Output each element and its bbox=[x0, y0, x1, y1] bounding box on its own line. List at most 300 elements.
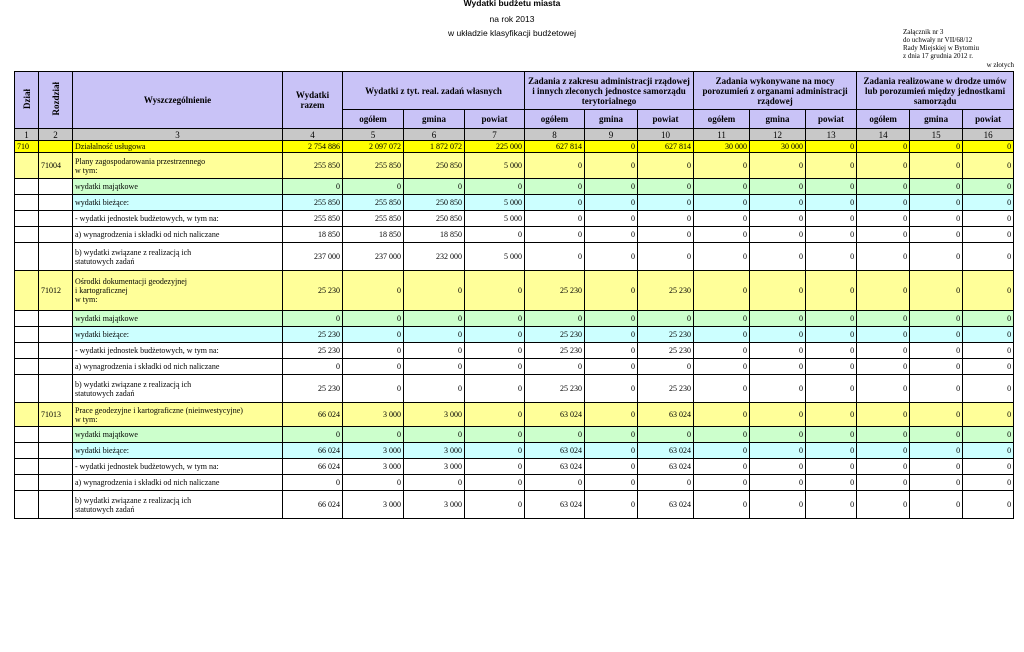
cell-value: 0 bbox=[910, 271, 963, 311]
cell-value: 0 bbox=[963, 327, 1014, 343]
cell-value: 18 850 bbox=[343, 227, 404, 243]
cell-description: Plany zagospodarowania przestrzennego w tym: bbox=[73, 153, 283, 179]
cell-value: 0 bbox=[404, 359, 465, 375]
cell-rozdzial bbox=[39, 211, 73, 227]
cell-value: 0 bbox=[343, 343, 404, 359]
cell-description: a) wynagrodzenia i składki od nich naliczane bbox=[73, 227, 283, 243]
cell-value: 25 230 bbox=[638, 343, 694, 359]
cell-rozdzial bbox=[39, 141, 73, 153]
cell-value: 0 bbox=[585, 243, 638, 271]
cell-value: 0 bbox=[857, 153, 910, 179]
cell-dzial bbox=[15, 153, 39, 179]
cell-value: 0 bbox=[585, 475, 638, 491]
cell-dzial bbox=[15, 403, 39, 427]
cell-value: 0 bbox=[404, 327, 465, 343]
cell-value: 63 024 bbox=[638, 459, 694, 475]
cell-value: 255 850 bbox=[283, 195, 343, 211]
cell-value: 63 024 bbox=[638, 403, 694, 427]
cell-value: 25 230 bbox=[638, 327, 694, 343]
cell-rozdzial bbox=[39, 227, 73, 243]
cell-value: 0 bbox=[963, 243, 1014, 271]
cell-rozdzial bbox=[39, 427, 73, 443]
cell-description: b) wydatki związane z realizacją ich statutowych zadań bbox=[73, 243, 283, 271]
header-dzial: Dział bbox=[15, 72, 39, 129]
cell-value: 66 024 bbox=[283, 491, 343, 519]
cell-rozdzial bbox=[39, 359, 73, 375]
cell-rozdzial bbox=[39, 243, 73, 271]
cell-dzial bbox=[15, 475, 39, 491]
cell-value: 255 850 bbox=[343, 211, 404, 227]
cell-value: 0 bbox=[750, 153, 806, 179]
cell-value: 63 024 bbox=[525, 491, 585, 519]
cell-value: 0 bbox=[857, 141, 910, 153]
cell-value: 0 bbox=[638, 475, 694, 491]
cell-value: 0 bbox=[525, 311, 585, 327]
cell-value: 0 bbox=[806, 243, 857, 271]
cell-value: 0 bbox=[404, 271, 465, 311]
cell-value: 0 bbox=[465, 491, 525, 519]
cell-value: 255 850 bbox=[283, 211, 343, 227]
cell-value: 0 bbox=[638, 179, 694, 195]
cell-value: 0 bbox=[963, 271, 1014, 311]
cell-value: 0 bbox=[963, 459, 1014, 475]
cell-value: 0 bbox=[694, 327, 750, 343]
cell-value: 0 bbox=[465, 327, 525, 343]
cell-value: 0 bbox=[694, 443, 750, 459]
cell-value: 627 814 bbox=[638, 141, 694, 153]
header-sub: gmina bbox=[910, 110, 963, 129]
cell-value: 0 bbox=[343, 179, 404, 195]
cell-dzial bbox=[15, 227, 39, 243]
cell-value: 0 bbox=[963, 141, 1014, 153]
cell-value: 0 bbox=[585, 443, 638, 459]
cell-value: 0 bbox=[806, 427, 857, 443]
attachment-note-line: z dnia 17 grudnia 2012 r. bbox=[903, 52, 973, 60]
cell-value: 0 bbox=[694, 227, 750, 243]
table-row bbox=[15, 179, 1014, 195]
cell-rozdzial bbox=[39, 475, 73, 491]
cell-value: 25 230 bbox=[283, 327, 343, 343]
cell-value: 0 bbox=[750, 227, 806, 243]
cell-value: 0 bbox=[806, 195, 857, 211]
header-group-umowy: Zadania realizowane w drodze umów lub porozumień między jednostkami samorządu bbox=[857, 72, 1014, 110]
cell-value: 0 bbox=[750, 311, 806, 327]
cell-value: 0 bbox=[806, 459, 857, 475]
table-row bbox=[15, 459, 1014, 475]
cell-value: 0 bbox=[343, 375, 404, 403]
cell-rozdzial bbox=[39, 491, 73, 519]
cell-value: 0 bbox=[910, 327, 963, 343]
table-row bbox=[15, 141, 1014, 153]
column-number: 8 bbox=[525, 129, 585, 141]
table-row bbox=[15, 475, 1014, 491]
attachment-note-line: Załącznik nr 3 bbox=[903, 28, 944, 36]
cell-value: 0 bbox=[750, 359, 806, 375]
header-sub: powiat bbox=[806, 110, 857, 129]
cell-value: 3 000 bbox=[343, 403, 404, 427]
column-number: 4 bbox=[283, 129, 343, 141]
cell-value: 0 bbox=[585, 327, 638, 343]
cell-value: 0 bbox=[694, 403, 750, 427]
cell-value: 0 bbox=[963, 153, 1014, 179]
cell-value: 0 bbox=[585, 491, 638, 519]
cell-value: 30 000 bbox=[750, 141, 806, 153]
cell-value: 0 bbox=[343, 327, 404, 343]
cell-value: 25 230 bbox=[283, 375, 343, 403]
cell-value: 0 bbox=[343, 271, 404, 311]
cell-value: 0 bbox=[465, 227, 525, 243]
column-number: 13 bbox=[806, 129, 857, 141]
cell-value: 0 bbox=[694, 195, 750, 211]
header-sub: gmina bbox=[750, 110, 806, 129]
cell-value: 0 bbox=[404, 179, 465, 195]
cell-value: 0 bbox=[525, 227, 585, 243]
cell-value: 63 024 bbox=[525, 443, 585, 459]
cell-value: 3 000 bbox=[343, 459, 404, 475]
column-number: 10 bbox=[638, 129, 694, 141]
cell-value: 0 bbox=[857, 375, 910, 403]
cell-value: 30 000 bbox=[694, 141, 750, 153]
cell-value: 627 814 bbox=[525, 141, 585, 153]
cell-value: 225 000 bbox=[465, 141, 525, 153]
cell-value: 0 bbox=[525, 475, 585, 491]
cell-rozdzial bbox=[39, 195, 73, 211]
cell-value: 0 bbox=[638, 195, 694, 211]
cell-value: 63 024 bbox=[638, 491, 694, 519]
cell-value: 0 bbox=[910, 427, 963, 443]
cell-value: 66 024 bbox=[283, 443, 343, 459]
table-row bbox=[15, 491, 1014, 519]
column-number: 14 bbox=[857, 129, 910, 141]
cell-value: 0 bbox=[694, 491, 750, 519]
cell-value: 250 850 bbox=[404, 195, 465, 211]
table-row bbox=[15, 343, 1014, 359]
cell-rozdzial bbox=[39, 443, 73, 459]
cell-value: 0 bbox=[750, 179, 806, 195]
cell-value: 0 bbox=[404, 427, 465, 443]
cell-value: 0 bbox=[694, 343, 750, 359]
cell-description: a) wynagrodzenia i składki od nich naliczane bbox=[73, 475, 283, 491]
cell-value: 0 bbox=[585, 227, 638, 243]
cell-value: 0 bbox=[963, 375, 1014, 403]
cell-value: 0 bbox=[806, 343, 857, 359]
cell-value: 0 bbox=[585, 359, 638, 375]
cell-value: 0 bbox=[806, 141, 857, 153]
attachment-note bbox=[903, 28, 1018, 60]
cell-value: 0 bbox=[525, 243, 585, 271]
cell-rozdzial: 71012 bbox=[39, 271, 73, 311]
cell-description: wydatki bieżące: bbox=[73, 443, 283, 459]
column-number: 3 bbox=[73, 129, 283, 141]
cell-dzial bbox=[15, 195, 39, 211]
cell-value: 66 024 bbox=[283, 403, 343, 427]
cell-value: 0 bbox=[525, 153, 585, 179]
table-row bbox=[15, 427, 1014, 443]
cell-value: 0 bbox=[750, 443, 806, 459]
cell-value: 0 bbox=[465, 427, 525, 443]
cell-value: 237 000 bbox=[283, 243, 343, 271]
cell-value: 0 bbox=[857, 327, 910, 343]
document-year: na rok 2013 bbox=[489, 14, 535, 24]
table-row bbox=[15, 153, 1014, 179]
attachment-note-line: Rady Miejskiej w Bytomiu bbox=[903, 44, 980, 52]
cell-value: 0 bbox=[910, 375, 963, 403]
column-number: 7 bbox=[465, 129, 525, 141]
cell-dzial bbox=[15, 311, 39, 327]
table-row bbox=[15, 271, 1014, 311]
header-sub: ogółem bbox=[525, 110, 585, 129]
cell-value: 0 bbox=[910, 491, 963, 519]
cell-value: 0 bbox=[638, 153, 694, 179]
cell-description: a) wynagrodzenia i składki od nich naliczane bbox=[73, 359, 283, 375]
cell-value: 0 bbox=[525, 179, 585, 195]
cell-dzial bbox=[15, 375, 39, 403]
cell-value: 0 bbox=[750, 403, 806, 427]
cell-value: 0 bbox=[910, 475, 963, 491]
cell-value: 18 850 bbox=[283, 227, 343, 243]
cell-dzial bbox=[15, 359, 39, 375]
column-number: 2 bbox=[39, 129, 73, 141]
cell-rozdzial bbox=[39, 311, 73, 327]
cell-value: 237 000 bbox=[343, 243, 404, 271]
cell-value: 5 000 bbox=[465, 153, 525, 179]
column-number: 5 bbox=[343, 129, 404, 141]
cell-description: wydatki majątkowe bbox=[73, 427, 283, 443]
cell-value: 5 000 bbox=[465, 211, 525, 227]
cell-value: 0 bbox=[465, 443, 525, 459]
cell-value: 0 bbox=[963, 491, 1014, 519]
cell-value: 0 bbox=[910, 153, 963, 179]
table-row bbox=[15, 359, 1014, 375]
cell-description: - wydatki jednostek budżetowych, w tym na: bbox=[73, 343, 283, 359]
cell-value: 5 000 bbox=[465, 195, 525, 211]
cell-value: 0 bbox=[585, 141, 638, 153]
cell-value: 0 bbox=[694, 427, 750, 443]
cell-value: 0 bbox=[343, 311, 404, 327]
cell-value: 255 850 bbox=[343, 195, 404, 211]
attachment-note-line: do uchwały nr VII/68/12 bbox=[903, 36, 973, 44]
cell-value: 0 bbox=[694, 271, 750, 311]
cell-value: 0 bbox=[694, 475, 750, 491]
cell-value: 18 850 bbox=[404, 227, 465, 243]
cell-dzial bbox=[15, 327, 39, 343]
cell-value: 0 bbox=[465, 359, 525, 375]
unit-label: w złotych bbox=[986, 61, 1014, 69]
cell-value: 0 bbox=[525, 195, 585, 211]
cell-dzial bbox=[15, 211, 39, 227]
cell-value: 0 bbox=[585, 211, 638, 227]
cell-value: 25 230 bbox=[638, 375, 694, 403]
cell-rozdzial bbox=[39, 375, 73, 403]
cell-value: 0 bbox=[638, 359, 694, 375]
cell-value: 0 bbox=[750, 491, 806, 519]
cell-description: - wydatki jednostek budżetowych, w tym na: bbox=[73, 211, 283, 227]
cell-value: 0 bbox=[404, 475, 465, 491]
cell-value: 0 bbox=[465, 459, 525, 475]
cell-value: 3 000 bbox=[404, 459, 465, 475]
cell-value: 0 bbox=[638, 211, 694, 227]
cell-value: 0 bbox=[806, 403, 857, 427]
cell-value: 0 bbox=[910, 343, 963, 359]
cell-description: wydatki majątkowe bbox=[73, 179, 283, 195]
cell-value: 0 bbox=[694, 179, 750, 195]
cell-value: 250 850 bbox=[404, 153, 465, 179]
cell-value: 0 bbox=[283, 179, 343, 195]
cell-value: 0 bbox=[525, 427, 585, 443]
cell-value: 0 bbox=[750, 375, 806, 403]
cell-value: 0 bbox=[283, 475, 343, 491]
cell-value: 232 000 bbox=[404, 243, 465, 271]
column-number: 11 bbox=[694, 129, 750, 141]
cell-value: 0 bbox=[283, 427, 343, 443]
cell-value: 25 230 bbox=[525, 271, 585, 311]
cell-dzial bbox=[15, 343, 39, 359]
cell-value: 0 bbox=[857, 227, 910, 243]
cell-value: 0 bbox=[806, 153, 857, 179]
cell-value: 0 bbox=[963, 195, 1014, 211]
cell-description: wydatki bieżące: bbox=[73, 195, 283, 211]
column-number: 16 bbox=[963, 129, 1014, 141]
cell-value: 0 bbox=[910, 227, 963, 243]
cell-value: 0 bbox=[638, 427, 694, 443]
cell-value: 0 bbox=[283, 359, 343, 375]
cell-value: 0 bbox=[585, 179, 638, 195]
header-rozdzial: Rozdział bbox=[39, 72, 73, 129]
cell-description: wydatki bieżące: bbox=[73, 327, 283, 343]
cell-value: 25 230 bbox=[525, 327, 585, 343]
cell-value: 0 bbox=[585, 195, 638, 211]
cell-value: 0 bbox=[465, 403, 525, 427]
table-row bbox=[15, 375, 1014, 403]
cell-value: 0 bbox=[750, 243, 806, 271]
cell-description: Ośrodki dokumentacji geodezyjnej i kartograficznej w tym: bbox=[73, 271, 283, 311]
header-sub: ogółem bbox=[857, 110, 910, 129]
column-number: 6 bbox=[404, 129, 465, 141]
table-row bbox=[15, 227, 1014, 243]
cell-value: 0 bbox=[585, 375, 638, 403]
cell-value: 0 bbox=[694, 375, 750, 403]
document-title: Wydatki budżetu miasta bbox=[463, 0, 561, 8]
cell-value: 0 bbox=[910, 141, 963, 153]
cell-value: 0 bbox=[404, 343, 465, 359]
cell-value: 0 bbox=[638, 227, 694, 243]
column-number: 12 bbox=[750, 129, 806, 141]
cell-value: 0 bbox=[963, 403, 1014, 427]
header-sub: powiat bbox=[963, 110, 1014, 129]
table-row bbox=[15, 327, 1014, 343]
table-row bbox=[15, 243, 1014, 271]
cell-value: 0 bbox=[806, 271, 857, 311]
document-subtitle: w układzie klasyfikacji budżetowej bbox=[447, 28, 577, 38]
cell-value: 0 bbox=[750, 343, 806, 359]
cell-value: 0 bbox=[963, 179, 1014, 195]
cell-value: 0 bbox=[857, 427, 910, 443]
cell-value: 0 bbox=[806, 327, 857, 343]
column-number: 1 bbox=[15, 129, 39, 141]
cell-value: 0 bbox=[963, 475, 1014, 491]
header-sub: gmina bbox=[585, 110, 638, 129]
cell-value: 25 230 bbox=[283, 271, 343, 311]
cell-value: 0 bbox=[963, 211, 1014, 227]
cell-value: 0 bbox=[638, 243, 694, 271]
cell-value: 0 bbox=[857, 403, 910, 427]
cell-value: 63 024 bbox=[638, 443, 694, 459]
cell-value: 0 bbox=[585, 311, 638, 327]
cell-value: 0 bbox=[694, 211, 750, 227]
cell-value: 0 bbox=[750, 195, 806, 211]
cell-value: 0 bbox=[910, 311, 963, 327]
cell-value: 0 bbox=[806, 359, 857, 375]
cell-value: 0 bbox=[910, 179, 963, 195]
cell-dzial bbox=[15, 491, 39, 519]
cell-value: 0 bbox=[404, 375, 465, 403]
cell-value: 0 bbox=[585, 427, 638, 443]
cell-value: 0 bbox=[857, 491, 910, 519]
table-row bbox=[15, 443, 1014, 459]
cell-value: 0 bbox=[694, 153, 750, 179]
cell-value: 0 bbox=[750, 211, 806, 227]
cell-value: 0 bbox=[750, 475, 806, 491]
cell-value: 0 bbox=[857, 359, 910, 375]
cell-value: 0 bbox=[806, 475, 857, 491]
cell-dzial bbox=[15, 243, 39, 271]
cell-value: 0 bbox=[750, 327, 806, 343]
cell-value: 0 bbox=[857, 243, 910, 271]
cell-dzial bbox=[15, 443, 39, 459]
cell-value: 0 bbox=[910, 443, 963, 459]
cell-value: 0 bbox=[963, 227, 1014, 243]
cell-description: Działalność usługowa bbox=[73, 141, 283, 153]
table-row bbox=[15, 403, 1014, 427]
cell-value: 255 850 bbox=[283, 153, 343, 179]
table-row bbox=[15, 195, 1014, 211]
cell-rozdzial: 71013 bbox=[39, 403, 73, 427]
cell-value: 0 bbox=[806, 491, 857, 519]
cell-value: 0 bbox=[857, 211, 910, 227]
header-group-porozumienia: Zadania wykonywane na mocy porozumień z organami administracji rządowej bbox=[694, 72, 857, 110]
cell-value: 63 024 bbox=[525, 403, 585, 427]
header-wyszczegolnienie: Wyszczególnienie bbox=[73, 72, 283, 129]
cell-value: 0 bbox=[963, 343, 1014, 359]
cell-value: 0 bbox=[857, 179, 910, 195]
cell-value: 0 bbox=[750, 271, 806, 311]
cell-value: 0 bbox=[857, 459, 910, 475]
cell-rozdzial: 71004 bbox=[39, 153, 73, 179]
cell-description: b) wydatki związane z realizacją ich statutowych zadań bbox=[73, 491, 283, 519]
cell-dzial bbox=[15, 459, 39, 475]
cell-dzial bbox=[15, 271, 39, 311]
cell-value: 2 754 886 bbox=[283, 141, 343, 153]
cell-value: 0 bbox=[694, 459, 750, 475]
cell-rozdzial bbox=[39, 327, 73, 343]
cell-value: 0 bbox=[694, 311, 750, 327]
budget-table bbox=[14, 71, 1014, 519]
cell-value: 0 bbox=[343, 475, 404, 491]
cell-description: wydatki majątkowe bbox=[73, 311, 283, 327]
table-row bbox=[15, 211, 1014, 227]
cell-value: 0 bbox=[963, 311, 1014, 327]
cell-value: 3 000 bbox=[404, 403, 465, 427]
cell-value: 250 850 bbox=[404, 211, 465, 227]
cell-value: 0 bbox=[694, 359, 750, 375]
cell-value: 0 bbox=[806, 443, 857, 459]
cell-value: 0 bbox=[910, 359, 963, 375]
cell-value: 0 bbox=[525, 359, 585, 375]
cell-value: 0 bbox=[585, 459, 638, 475]
cell-value: 3 000 bbox=[404, 491, 465, 519]
cell-value: 1 872 072 bbox=[404, 141, 465, 153]
column-number: 9 bbox=[585, 129, 638, 141]
